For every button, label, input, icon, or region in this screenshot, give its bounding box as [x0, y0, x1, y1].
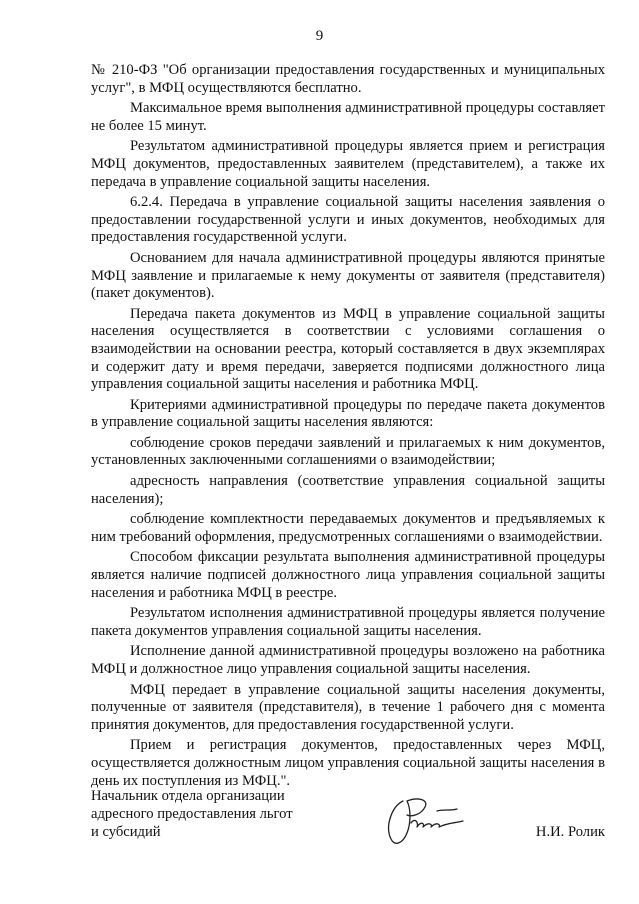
paragraph: МФЦ передает в управление социальной защиты населения документы, полученные от заявителя (представителя), в течение 1 рабочего дня с момента принятия документов, для предоставления государственной услуги.: [91, 681, 605, 733]
paragraph: 6.2.4. Передача в управление социальной защиты населения заявления о предоставлении государственной услуги и иных документов, необходимых для предоставления государственной услуги.: [91, 194, 605, 246]
paragraph: № 210-ФЗ "Об организации предоставления государственных и муниципальных услуг", в МФЦ осуществляются бесплатно.: [91, 62, 605, 96]
position-line: адресного предоставления льгот: [91, 806, 293, 822]
paragraph: Результатом административной процедуры является прием и регистрация МФЦ документов, предоставленных заявителем (представителем), а также их передача в управление социальной защиты населения.: [91, 138, 605, 190]
signatory-position: [91, 787, 293, 841]
document-body: [91, 62, 605, 793]
paragraph: Способом фиксации результата выполнения административной процедуры является наличие подписей должностного лица управления социальной защиты населения и работника МФЦ в реестре.: [91, 549, 605, 601]
paragraph: соблюдение сроков передачи заявлений и прилагаемых к ним документов, установленных заключенными соглашениями о взаимодействии;: [91, 434, 605, 469]
paragraph: Прием и регистрация документов, предоставленных через МФЦ, осуществляется должностным лицом управления социальной защиты населения в день их поступления из МФЦ.".: [91, 737, 605, 789]
paragraph: соблюдение комплектности передаваемых документов и предъявляемых к ним требований оформления, предусмотренных соглашениями о взаимодействии.: [91, 511, 605, 545]
handwritten-signature: [381, 793, 481, 853]
signatory-name: Н.И. Ролик: [535, 824, 605, 840]
paragraph: Результатом исполнения административной процедуры является получение пакета документов управления социальной защиты населения.: [91, 605, 605, 639]
signature-block: [91, 787, 605, 857]
position-line: и субсидий: [91, 824, 161, 840]
paragraph: Максимальное время выполнения административной процедуры составляет не более 15 минут.: [91, 100, 605, 134]
paragraph: Критериями административной процедуры по передаче пакета документов в управление социальной защиты населения являются:: [91, 396, 605, 431]
paragraph: Передача пакета документов из МФЦ в управление социальной защиты населения осуществляется в соответствии с условиями соглашения о взаимодействии на основании реестра, который составляется в двух экземплярах и содержит дату и время передачи, заверяется подписями должностного лица управления социальной защиты населения и работника МФЦ.: [91, 305, 605, 393]
paragraph: адресность направления (соответствие управления социальной защиты населения);: [91, 473, 605, 507]
paragraph: Основанием для начала административной процедуры являются принятые МФЦ заявление и прилагаемые к нему документы от заявителя (представителя) (пакет документов).: [91, 249, 605, 302]
position-line: Начальник отдела организации: [91, 788, 285, 804]
page-number: 9: [315, 28, 324, 44]
paragraph: Исполнение данной административной процедуры возложено на работника МФЦ и должностное лицо управления социальной защиты населения.: [91, 643, 605, 677]
